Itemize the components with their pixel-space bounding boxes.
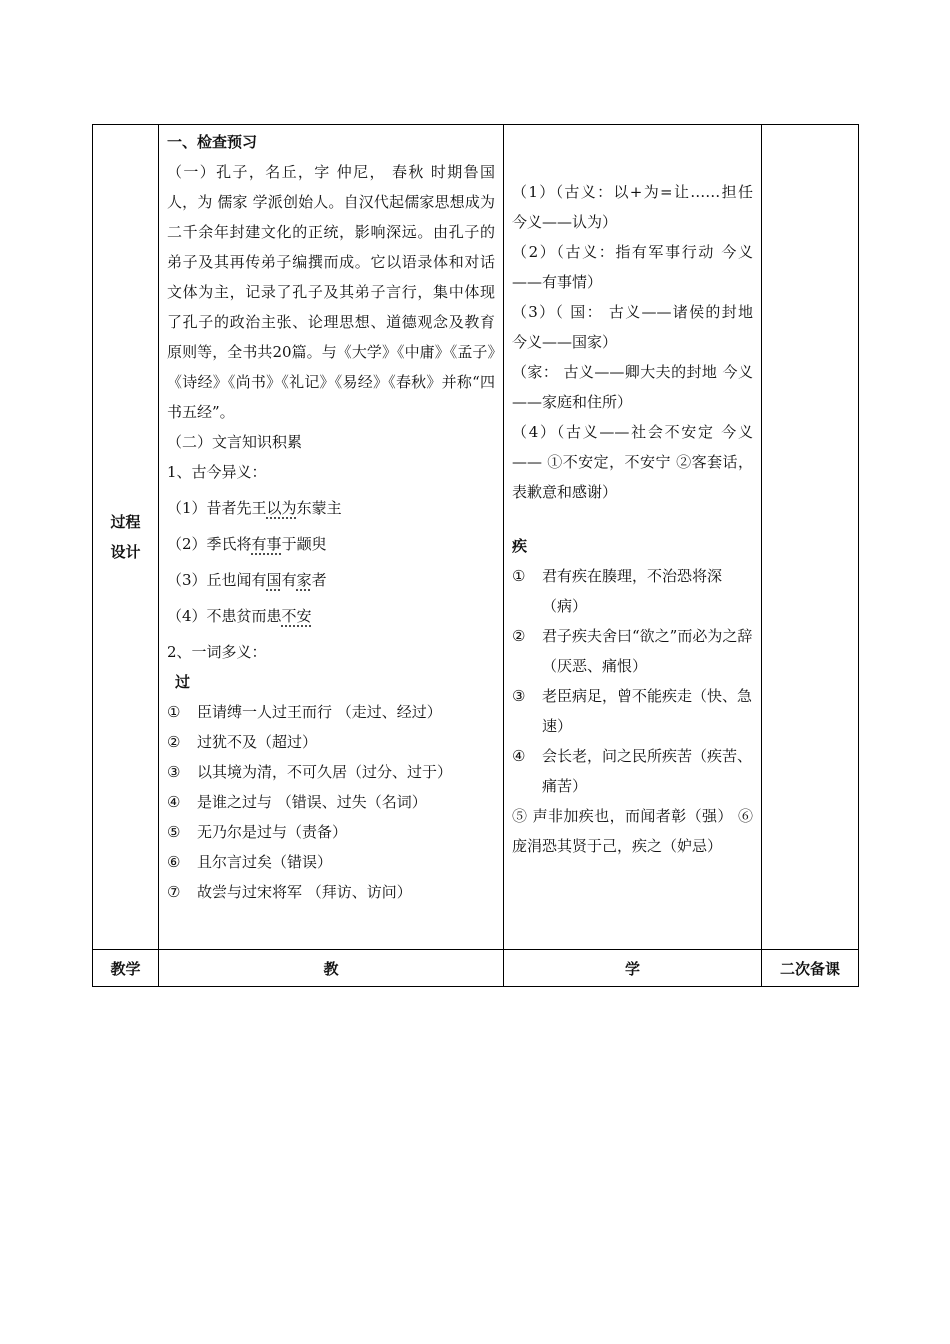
ji-item: ① 君有疾在腠理，不治恐将深（病）	[512, 567, 723, 615]
ji-item-tail: ⑤ 声非加疾也，而闻者彰（强） ⑥庞涓恐其贤于己，疾之（妒忌）	[512, 807, 753, 855]
footer-col-teaching: 教学	[93, 950, 159, 987]
gujin-note-2: （2）（古义：指有军事行动 今义——有事情）	[512, 243, 753, 291]
polysemy-word-guo: 过	[175, 673, 191, 691]
polysemy-word-ji: 疾	[512, 537, 528, 555]
gujin-note-4: （4）（古义——社会不安定 今义—— ①不安定，不安宁 ②客套话，表歉意和感谢）	[512, 423, 753, 501]
gujin-item-2: （2）季氏将有事于颛臾	[167, 535, 327, 553]
guo-item: ② 过犹不及（超过）	[167, 733, 318, 751]
guo-item: ③ 以其境为清，不可久居（过分、过于）	[167, 763, 453, 781]
section1-title: 一、检查预习	[167, 133, 258, 151]
gujin-item-4: （4）不患贫而患不安	[167, 607, 312, 625]
gujin-note-3: （3）（ 国： 古义——诸侯的封地 今义——国家）	[512, 303, 753, 351]
footer-col-teach: 教	[159, 950, 504, 987]
footer-col-second-prep: 二次备课	[762, 950, 859, 987]
guo-item: ① 臣请缚一人过王而行 （走过、经过）	[167, 703, 442, 721]
side-label-line1: 过程	[110, 513, 141, 531]
footer-col-learn: 学	[504, 950, 762, 987]
footer-header-row	[93, 950, 859, 987]
side-label-line2: 设计	[110, 543, 141, 561]
gujin-item-3: （3）丘也闻有国有家者	[167, 571, 327, 589]
lesson-plan-table	[92, 124, 859, 987]
process-design-row	[93, 125, 859, 950]
confucius-intro-paragraph: （一）孔子，名丘，字 仲尼， 春秋 时期鲁国人，为 儒家 学派创始人。自汉代起儒家思想成为二千余年封建文化的正统，影响深远。由孔子的弟子及其再传弟子编撰而成。它以语录体和对话文体为主，记录了孔子及其弟子言行，集中体现了孔子的政治主张、论理思想、道德观念及教育原则等，全书共20篇。与《大学》《中庸》《孟子》《诗经》《尚书》《礼记》《易经》《春秋》并称“四书五经”。	[167, 163, 495, 421]
gujin-note-3b: （家： 古义——卿大夫的封地 今义——家庭和住所）	[512, 363, 753, 411]
guo-item: ⑦ 故尝与过宋将军 （拜访、访问）	[167, 883, 412, 901]
guo-item: ⑤ 无乃尔是过与（责备）	[167, 823, 348, 841]
guo-item: ④ 是谁之过与 （错误、过失（名词）	[167, 793, 427, 811]
guo-item: ⑥ 且尔言过矣（错误）	[167, 853, 333, 871]
polysemy-title: 2、一词多义：	[167, 643, 267, 661]
ji-item: ③ 老臣病足，曾不能疾走（快、急速）	[512, 687, 753, 735]
ji-item: ② 君子疾夫舍曰“欲之”而必为之辞（厌恶、痛恨）	[512, 627, 753, 675]
learning-content-cell	[504, 125, 762, 950]
gujin-note-1: （1）（古义：以+为=让……担任 今义——认为）	[512, 183, 753, 231]
second-prep-cell	[762, 125, 859, 950]
gujin-title: 1、古今异义：	[167, 463, 267, 481]
ji-item: ④ 会长老，问之民所疾苦（疾苦、痛苦）	[512, 747, 753, 795]
section2-title: （二）文言知识积累	[167, 433, 303, 451]
teaching-content-cell	[159, 125, 504, 950]
gujin-item-1: （1）昔者先王以为东蒙主	[167, 499, 342, 517]
side-label-cell	[93, 125, 159, 950]
